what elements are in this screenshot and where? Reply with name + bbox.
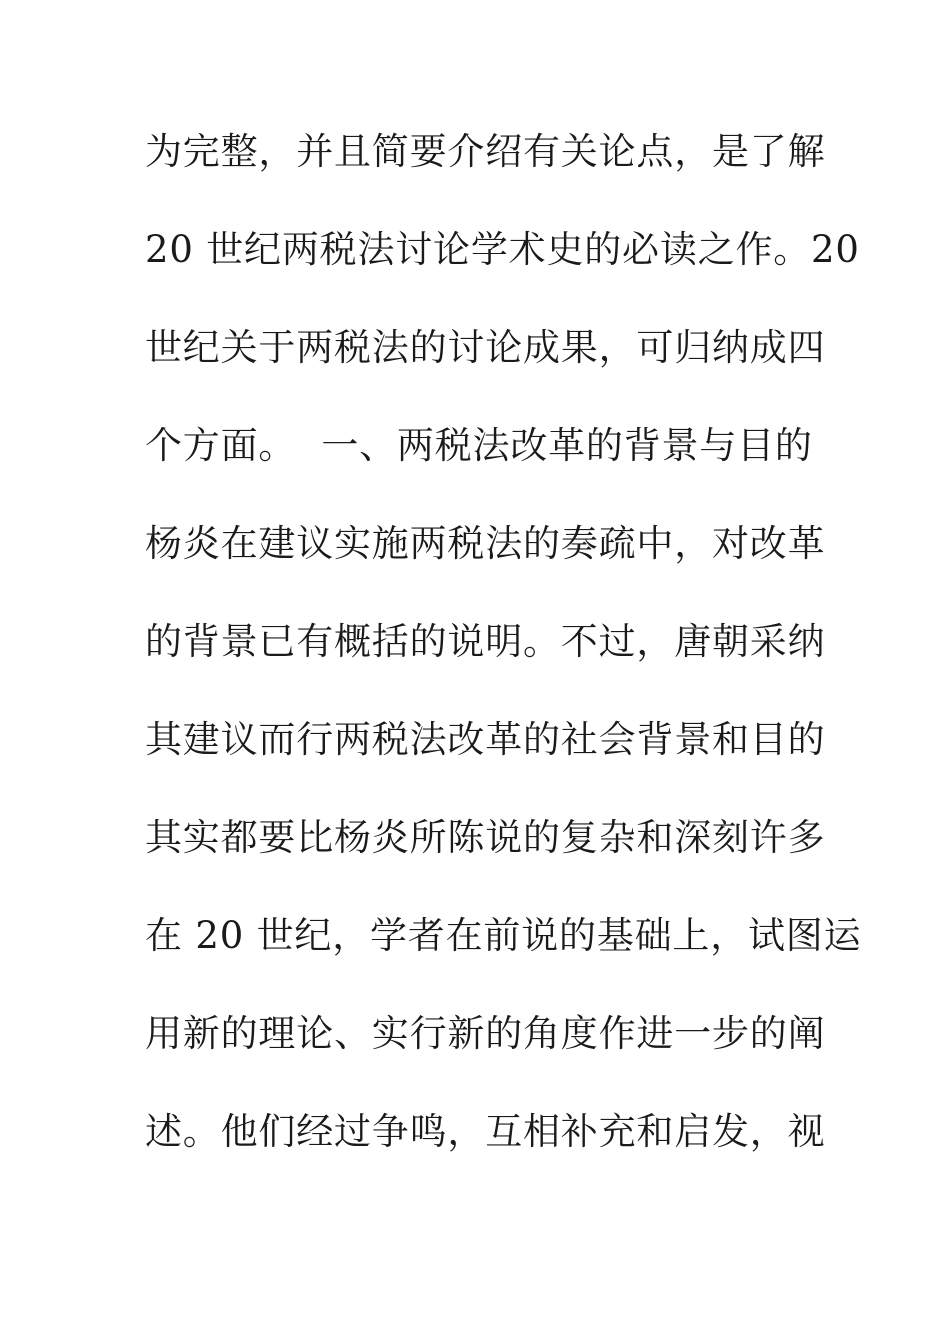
- text-line: 的背景已有概括的说明。不过，唐朝采纳: [145, 620, 826, 663]
- text-line: 用新的理论、实行新的角度作进一步的阐: [145, 1012, 826, 1055]
- body-text: [145, 122, 862, 1200]
- text-line: 杨炎在建议实施两税法的奏疏中，对改革: [145, 522, 826, 565]
- text-line: 其实都要比杨炎所陈说的复杂和深刻许多: [145, 816, 826, 859]
- text-line: 述。他们经过争鸣，互相补充和启发，视: [145, 1110, 826, 1153]
- text-line: 其建议而行两税法改革的社会背景和目的: [145, 718, 826, 761]
- text-line: 为完整，并且简要介绍有关论点，是了解: [145, 130, 826, 173]
- text-line: 世纪关于两税法的讨论成果，可归纳成四: [145, 326, 826, 369]
- text-line: 20 世纪两税法讨论学术史的必读之作。20: [145, 228, 860, 271]
- text-line: 在 20 世纪，学者在前说的基础上，试图运: [145, 914, 862, 957]
- text-line: 个方面。 一、两税法改革的背景与目的: [145, 424, 813, 467]
